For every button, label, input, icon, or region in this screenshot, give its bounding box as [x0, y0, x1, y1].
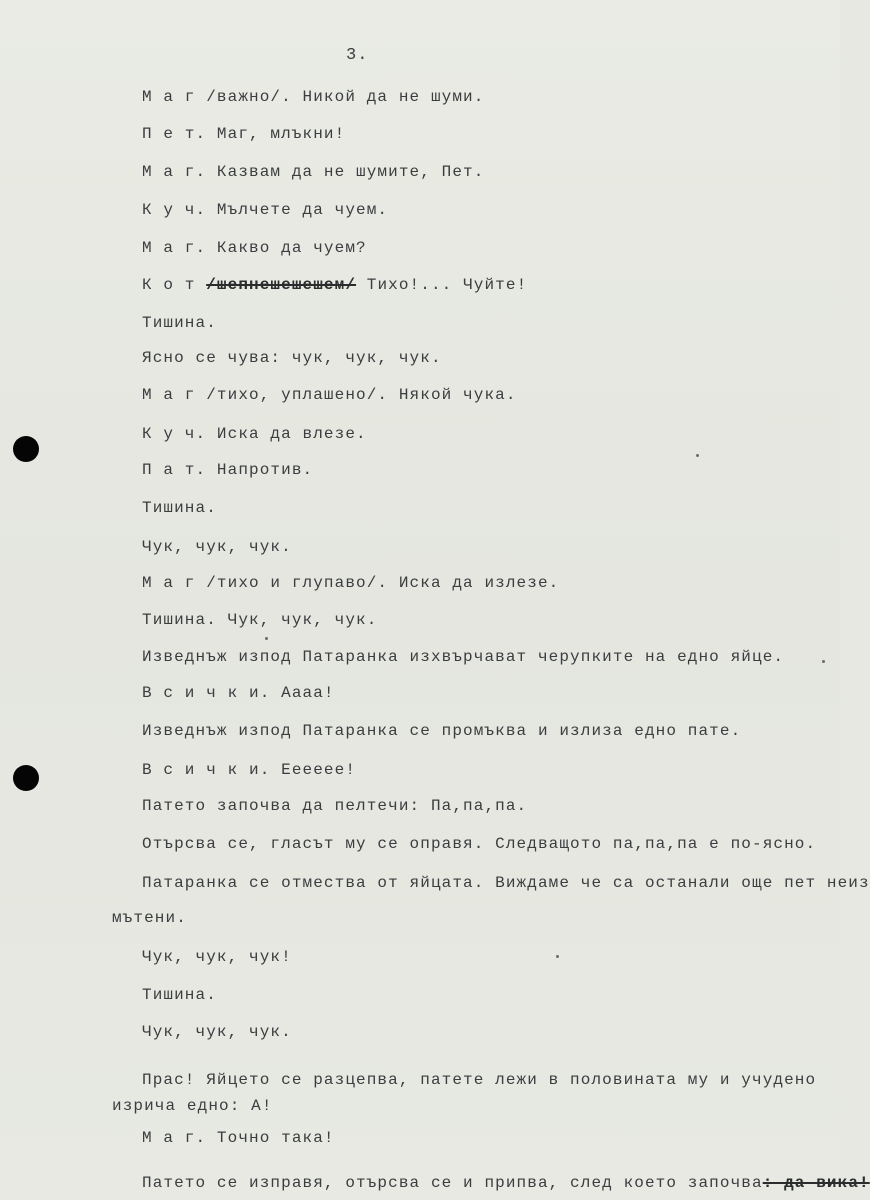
script-line: Чук, чук, чук!	[142, 948, 292, 966]
script-line: Тишина. Чук, чук, чук.	[142, 611, 378, 629]
script-line: Прас! Яйцето се разцепва, патете лежи в половината му и учудено	[142, 1071, 817, 1089]
script-line: Чук, чук, чук.	[142, 1023, 292, 1041]
struck-out-text: /шепнешешешем/	[206, 276, 357, 294]
script-line: М а г /важно/. Никой да не шуми.	[142, 88, 485, 106]
script-line: В с и ч к и. Ееееее!	[142, 761, 357, 779]
script-line: Изведнъж изпод Патаранка изхвърчават черупките на едно яйце.	[142, 648, 785, 666]
paper-speck	[265, 637, 268, 640]
script-line: М а г /тихо, уплашено/. Някой чука.	[142, 386, 517, 404]
script-line: Патаранка се отмества от яйцата. Виждаме че са останали още пет неиз	[142, 874, 870, 892]
script-line: Тишина.	[142, 986, 217, 1004]
script-line: К у ч. Мълчете да чуем.	[142, 201, 389, 219]
script-line: изрича едно: А!	[112, 1097, 273, 1115]
script-line: П е т. Маг, млъкни!	[142, 125, 346, 143]
punch-hole	[13, 436, 39, 462]
line-text: Тихо!... Чуйте!	[366, 276, 528, 294]
paper-speck	[696, 454, 699, 457]
script-line: Отърсва се, гласът му се оправя. Следващото па,па,па е по-ясно.	[142, 835, 817, 853]
script-line: мътени.	[112, 909, 187, 927]
script-line: Чук, чук, чук.	[142, 538, 292, 556]
script-line: Тишина.	[142, 314, 217, 332]
script-line: М а г /тихо и глупаво/. Иска да излезе.	[142, 574, 560, 592]
struck-out-text: : да вика!	[762, 1174, 870, 1192]
script-line: Тишина.	[142, 499, 217, 517]
script-line: К у ч. Иска да влезе.	[142, 425, 367, 443]
script-line: П а т. Напротив.	[142, 461, 314, 479]
script-line-kot	[142, 275, 527, 295]
script-line: М а г. Казвам да не шумите, Пет.	[142, 163, 485, 181]
script-line: В с и ч к и. Аааа!	[142, 684, 335, 702]
punch-hole	[13, 765, 39, 791]
script-line: М а г. Точно така!	[142, 1129, 335, 1147]
script-line-last	[142, 1173, 870, 1193]
script-line: Изведнъж изпод Патаранка се промъква и излиза едно пате.	[142, 722, 742, 740]
paper-speck	[556, 955, 559, 958]
speaker-name: К о т	[142, 276, 196, 294]
page-number: 3.	[346, 46, 369, 65]
script-line: Патето започва да пелтечи: Па,па,па.	[142, 797, 528, 815]
line-text: Патето се изправя, отърсва се и припва, след което започва	[142, 1174, 763, 1192]
script-line: Ясно се чува: чук, чук, чук.	[142, 349, 442, 367]
paper-speck	[822, 660, 825, 663]
script-line: М а г. Какво да чуем?	[142, 239, 367, 257]
